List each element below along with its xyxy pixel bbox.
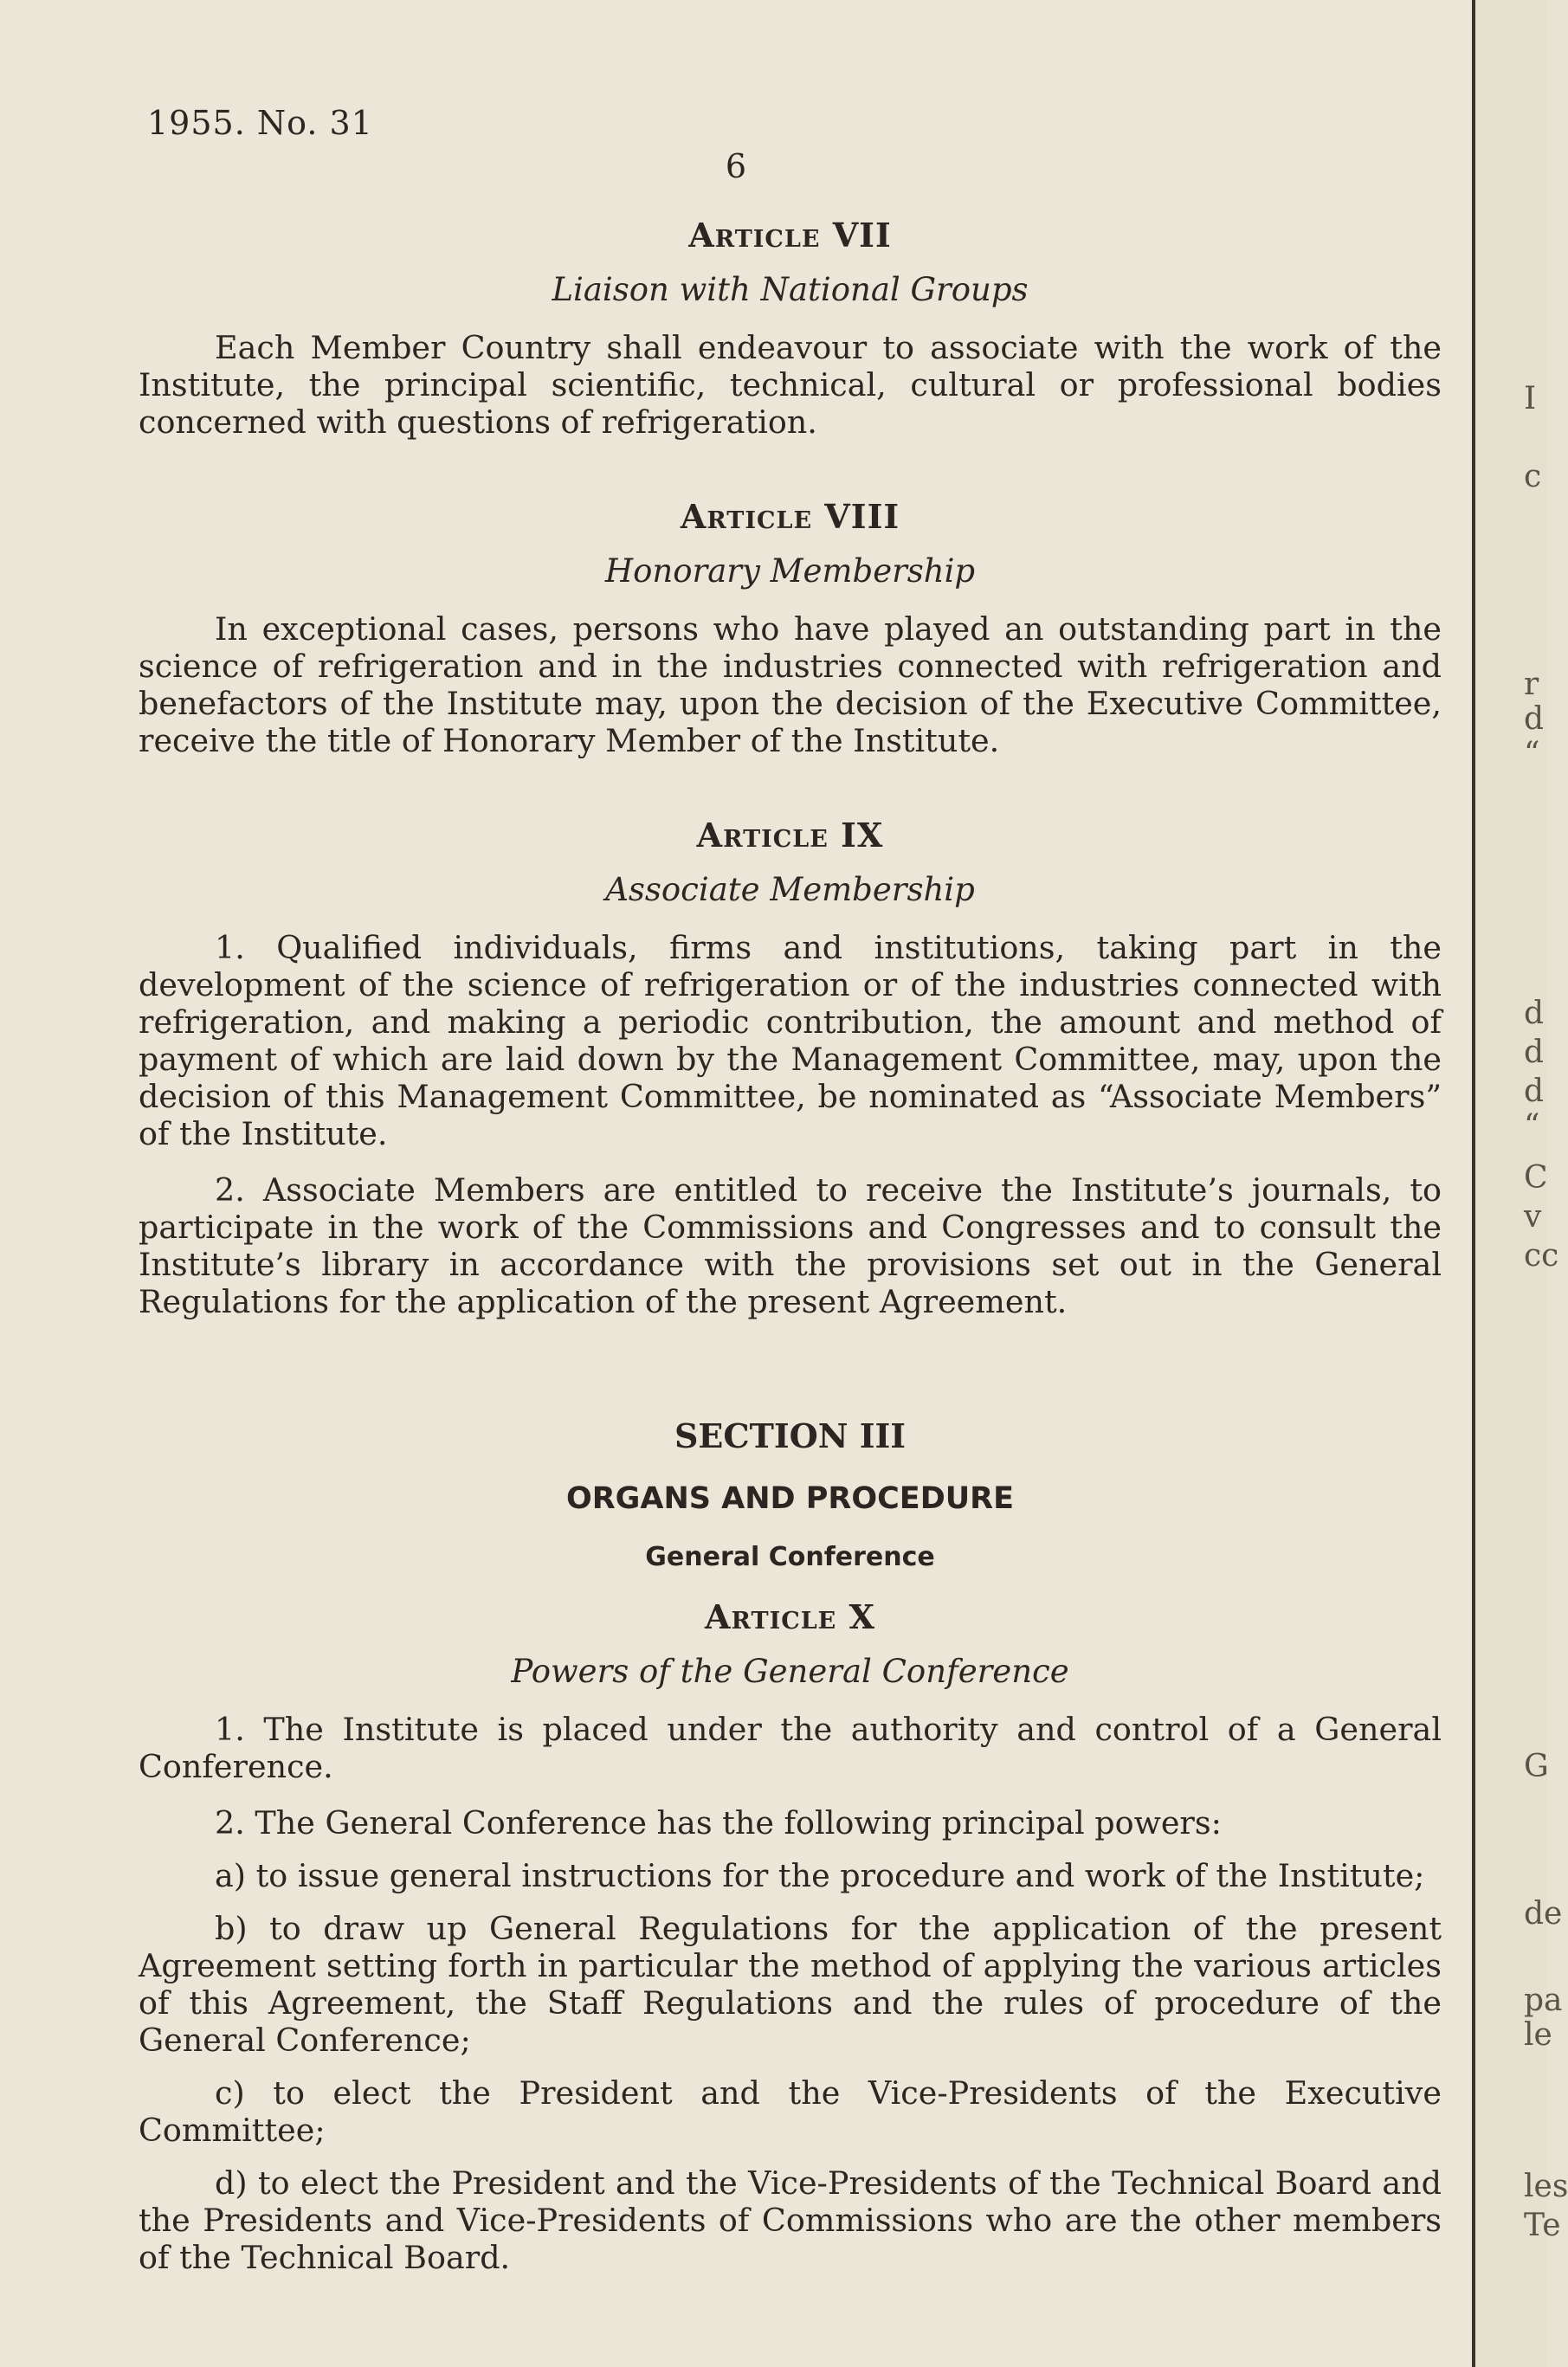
article-subtitle: Liaison with National Groups bbox=[552, 271, 1029, 308]
article-subtitle: Honorary Membership bbox=[604, 552, 976, 590]
page-number: 6 bbox=[725, 147, 747, 185]
adjacent-fragment: I bbox=[1524, 381, 1537, 416]
article-title: Article IX bbox=[696, 816, 884, 855]
article-paragraph: 2. Associate Members are entitled to receive the Institute’s journals, to participate in the work of the Commissions and Congresses and to consult the Institute’s library in accordance with the provisions set out in the General Regulations for the application of the present Agreement. bbox=[139, 1171, 1442, 1320]
article-paragraph: Each Member Country shall endeavour to associate with the work of the Institute, the principal scientific, technical, cultural or professional bodies concerned with questions of refrigeration. bbox=[139, 329, 1442, 441]
adjacent-fragment: v bbox=[1524, 1199, 1542, 1235]
section-heading: ORGANS AND PROCEDURE bbox=[565, 1481, 1015, 1516]
article-vii bbox=[139, 216, 1442, 441]
section-iii bbox=[139, 1417, 1442, 2276]
adjacent-fragment: de bbox=[1524, 1896, 1563, 1932]
adjacent-fragment: pa bbox=[1524, 1983, 1563, 2018]
article-ix bbox=[139, 816, 1442, 1320]
adjacent-fragment: le bbox=[1524, 2017, 1552, 2053]
article-title: Article VIII bbox=[680, 497, 900, 536]
adjacent-fragment: G bbox=[1524, 1749, 1549, 1784]
article-paragraph: 1. Qualified individuals, firms and institutions, taking part in the development of the science of refrigeration or of the industries connected with refrigeration, and making a periodic contribution, the amount and method of payment of which are laid down by the Management Committee, may, upon the decision of this Management Committee, be nominated as “Associate Members” of the Institute. bbox=[139, 929, 1442, 1152]
article-viii bbox=[139, 498, 1442, 759]
section-number: SECTION III bbox=[674, 1416, 907, 1455]
adjacent-fragment: d bbox=[1524, 701, 1545, 737]
article-paragraph: In exceptional cases, persons who have played an outstanding part in the science of refrigeration and in the industries connected with refrigeration and benefactors of the Institute may, upon the decision of the Executive Committee, receive the title of Honorary Member of the Institute. bbox=[139, 610, 1442, 759]
adjacent-fragment: d bbox=[1524, 1074, 1545, 1109]
list-item: c) to elect the President and the Vice-Presidents of the Executive Committee; bbox=[139, 2074, 1442, 2149]
adjacent-fragment: “ bbox=[1524, 1108, 1540, 1144]
adjacent-fragment: Te bbox=[1524, 2208, 1561, 2243]
article-title: Article VII bbox=[688, 216, 892, 255]
adjacent-fragment: cc bbox=[1524, 1238, 1559, 1274]
adjacent-fragment: C bbox=[1524, 1160, 1548, 1196]
list-item: d) to elect the President and the Vice-Presidents of the Technical Board and the Presidents and Vice-Presidents of Commissions who are the other members of the Technical Board. bbox=[139, 2164, 1442, 2276]
article-title: Article X bbox=[705, 1597, 875, 1636]
adjacent-fragment: d bbox=[1524, 1035, 1545, 1070]
list-item: b) to draw up General Regulations for the application of the present Agreement setting forth in particular the method of applying the various articles of this Agreement, the Staff Regulations and the rules of procedure of the General Conference; bbox=[139, 1910, 1442, 2059]
adjacent-fragment: les bbox=[1524, 2169, 1568, 2204]
article-subtitle: Associate Membership bbox=[605, 871, 975, 908]
adjacent-fragment: c bbox=[1524, 459, 1542, 494]
list-item: a) to issue general instructions for the procedure and work of the Institute; bbox=[215, 1857, 1425, 1894]
article-paragraph: 2. The General Conference has the following principal powers: bbox=[215, 1804, 1222, 1841]
article-x bbox=[139, 1598, 1442, 2276]
article-paragraph: 1. The Institute is placed under the authority and control of a General Conference. bbox=[139, 1711, 1442, 1785]
adjacent-fragment: “ bbox=[1524, 736, 1540, 771]
article-subtitle: Powers of the General Conference bbox=[511, 1653, 1069, 1690]
adjacent-fragment: r bbox=[1524, 667, 1539, 702]
adjacent-fragment: d bbox=[1524, 996, 1545, 1031]
section-subheading: General Conference bbox=[645, 1542, 935, 1572]
publication-reference: 1955. No. 31 bbox=[147, 104, 373, 142]
page-body bbox=[139, 216, 1442, 2292]
